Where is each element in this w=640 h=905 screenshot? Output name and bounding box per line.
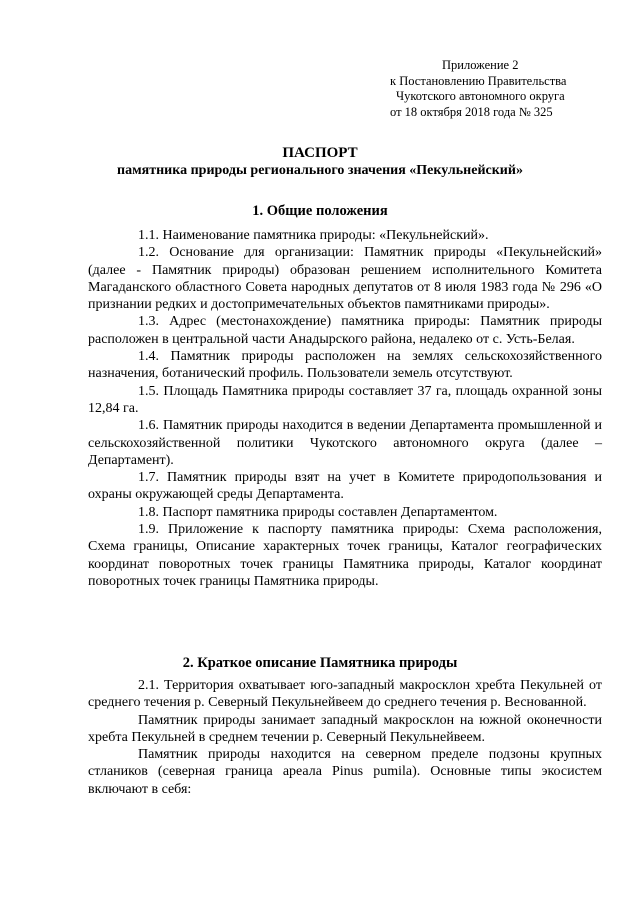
paragraph: Памятник природы занимает западный макросклон на южной оконечности хребта Пекульней в среднем течении р. Северный Пекульнейвеем.: [88, 712, 602, 745]
paragraph: 1.7. Памятник природы взят на учет в Комитете природопользования и охраны окружающей среды Департамента.: [88, 470, 602, 503]
appendix-line: Приложение 2: [442, 58, 519, 72]
paragraph: 1.4. Памятник природы расположен на землях сельскохозяйственного назначения, ботанический профиль. Пользователи земель отсутствуют.: [88, 349, 602, 382]
paragraph: 1.5. Площадь Памятника природы составляет 37 га, площадь охранной зоны 12,84 га.: [88, 383, 602, 416]
paragraph: 1.9. Приложение к паспорту памятника природы: Схема расположения, Схема границы, Описание характерных точек границы, Каталог географических координат поворотных точек границы Памятника природы, Каталог координат поворотных точек границы Памятника природы.: [88, 522, 602, 589]
paragraph: Памятник природы находится на северном пределе подзоны крупных стлаников (северная граница ареала Pinus pumila). Основные типы экосистем включают в себя:: [88, 747, 602, 797]
paragraph: 1.8. Паспорт памятника природы составлен Департаментом.: [138, 504, 498, 520]
paragraph: 1.3. Адрес (местонахождение) памятника природы: Памятник природы расположен в центральной части Анадырского района, недалеко от с. Усть-Белая.: [88, 314, 602, 347]
paragraph: 1.2. Основание для организации: Памятник природы «Пекульнейский» (далее - Памятник природы) образован решением исполнительного Комитета Магаданского областного Совета народных депутатов от 8 июля 1983 года № 296 «О признании редких и достопримечательных объектов памятниками природы».: [88, 245, 602, 313]
appendix-line: Чукотского автономного округа: [396, 89, 565, 103]
section-body: [88, 677, 602, 798]
document-title: ПАСПОРТ: [282, 145, 358, 161]
paragraph: 1.6. Памятник природы находится в ведении Департамента промышленной и сельскохозяйственной политики Чукотского автономного округа (далее – Департамент).: [88, 418, 602, 468]
paragraph: 1.1. Наименование памятника природы: «Пекульнейский».: [138, 228, 489, 243]
appendix-line: от 18 октября 2018 года № 325: [390, 104, 553, 119]
appendix-note: [390, 58, 620, 120]
paragraph: 2.1. Территория охватывает юго-западный макросклон хребта Пекульней от среднего течения р. Северный Пекульнейвеем до среднего течения р. Веснованной.: [88, 678, 602, 711]
document-subtitle: памятника природы регионального значения «Пекульнейский»: [117, 163, 523, 178]
section-heading: 1. Общие положения: [252, 203, 388, 219]
appendix-line: к Постановлению Правительства: [390, 73, 567, 88]
section-heading: 2. Краткое описание Памятника природы: [182, 655, 458, 671]
section-body: [88, 227, 602, 590]
